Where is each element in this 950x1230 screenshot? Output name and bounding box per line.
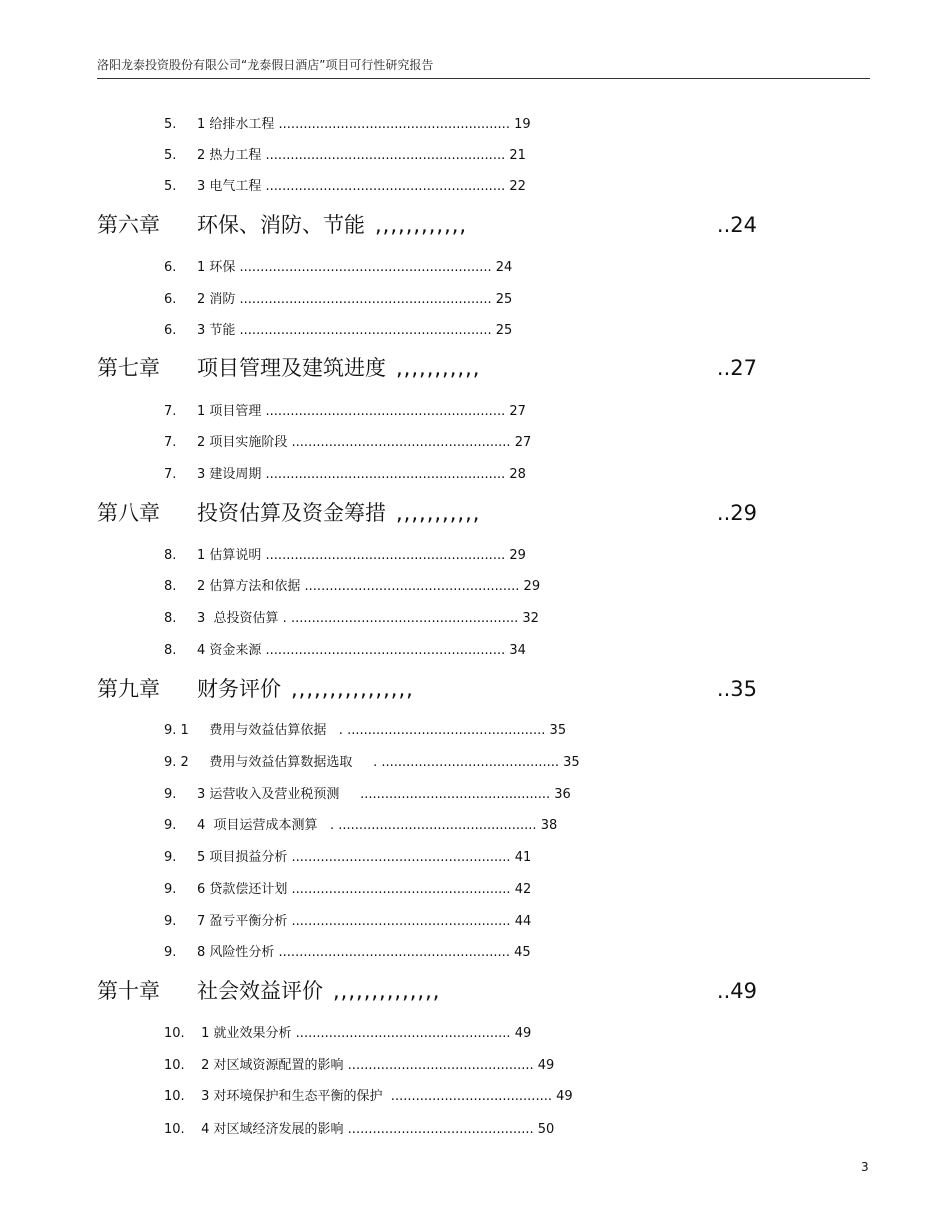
section-title: 1 环保 (197, 260, 236, 275)
section-leader: .......................................................... (261, 467, 506, 482)
section-number: 9. 1 (164, 723, 189, 738)
section-page: 38 (536, 818, 558, 833)
section-title: 6 贷款偿还计划 (197, 882, 288, 897)
section-leader: .......................................................... (261, 548, 506, 563)
section-leader: .......................................................... (261, 148, 506, 163)
chapter-number: 第九章 (97, 677, 160, 701)
section-number: 10. (164, 1026, 185, 1041)
chapter-title: 项目管理及建筑进度 (197, 356, 386, 380)
section-page: 50 (533, 1122, 555, 1137)
chapter-title: 社会效益评价 (197, 979, 323, 1003)
section-number: 5. (164, 148, 177, 163)
section-number: 8. (164, 643, 177, 658)
section-title: 3 节能 (197, 323, 236, 338)
section-leader: . ........................................... (352, 755, 560, 770)
section-leader: .......................................................... (261, 643, 506, 658)
section-number: 8. (164, 548, 177, 563)
toc-section-entry (164, 1088, 573, 1106)
section-number: 10. (164, 1122, 185, 1137)
section-leader: ............................................. (343, 1122, 534, 1137)
toc-chapter-entry (97, 675, 757, 703)
chapter-page: ..35 (716, 677, 757, 701)
section-title: 2 估算方法和依据 (197, 579, 301, 594)
running-header: 洛阳龙泰投资股份有限公司“龙泰假日酒店”项目可行性研究报告 (97, 58, 434, 72)
section-number: 9. (164, 787, 177, 802)
toc-section-entry (164, 403, 526, 421)
section-title: 1 给排水工程 (197, 117, 275, 132)
section-page: 32 (518, 611, 539, 626)
toc-section-entry (164, 944, 531, 962)
section-number: 9. (164, 945, 177, 960)
toc-section-entry (164, 1057, 554, 1075)
section-page: 22 (505, 179, 526, 194)
chapter-number: 第六章 (97, 213, 160, 237)
section-page: 29 (519, 579, 541, 594)
section-page: 25 (491, 323, 513, 338)
section-leader: . ....................................................... (278, 611, 519, 626)
page-number: 3 (861, 1160, 869, 1174)
toc-chapter-entry (97, 211, 757, 239)
section-number: 10. (164, 1058, 185, 1073)
section-leader: .............................................. (339, 787, 551, 802)
section-title: 8 风险性分析 (197, 945, 275, 960)
section-title: 3 对环境保护和生态平衡的保护 (197, 1089, 383, 1104)
section-page: 36 (550, 787, 571, 802)
toc-chapter-entry (97, 977, 757, 1005)
section-page: 45 (509, 945, 531, 960)
section-page: 49 (533, 1058, 555, 1073)
section-leader: .......................................................... (261, 179, 506, 194)
toc-section-entry (164, 178, 526, 196)
toc-section-entry (164, 754, 580, 772)
chapter-page: ..49 (716, 979, 757, 1003)
section-leader: .................................................... (291, 1026, 511, 1041)
section-title: 2 热力工程 (197, 148, 262, 163)
section-title: 1 估算说明 (197, 548, 262, 563)
section-title: 2 消防 (197, 292, 236, 307)
toc-section-entry (164, 322, 512, 340)
section-leader: ........................................................ (274, 117, 510, 132)
section-number: 9. (164, 850, 177, 865)
section-page: 35 (545, 723, 567, 738)
section-leader: . ................................................ (326, 723, 546, 738)
toc-chapter-entry (97, 354, 757, 382)
section-title: 4 项目运营成本测算 (197, 818, 318, 833)
section-title: 3 总投资估算 (197, 611, 279, 626)
section-number: 7. (164, 435, 177, 450)
section-page: 19 (509, 117, 531, 132)
section-title: 2 对区域资源配置的影响 (197, 1058, 344, 1073)
section-number: 8. (164, 579, 177, 594)
section-leader: ..................................................... (287, 882, 511, 897)
toc-section-entry (164, 913, 531, 931)
toc-section-entry (164, 291, 512, 309)
section-title: 2 项目实施阶段 (197, 435, 288, 450)
chapter-leader: ,,,,,,,,,,,,,,,, (291, 677, 414, 701)
toc-section-entry (164, 466, 526, 484)
section-number: 9. (164, 914, 177, 929)
toc-section-entry (164, 817, 557, 835)
toc-section-entry (164, 1121, 554, 1139)
section-title: 4 对区域经济发展的影响 (197, 1122, 344, 1137)
toc-section-entry (164, 578, 540, 596)
chapter-page: ..27 (716, 356, 757, 380)
toc-section-entry (164, 147, 526, 165)
section-page: 35 (559, 755, 580, 770)
section-number: 9. (164, 818, 177, 833)
chapter-page: ..29 (716, 501, 757, 525)
toc-section-entry (164, 434, 531, 452)
section-page: 34 (505, 643, 526, 658)
section-leader: ............................................................. (235, 323, 492, 338)
toc-section-entry (164, 1025, 531, 1043)
section-title: 3 运营收入及营业税预测 (197, 787, 340, 802)
section-leader: .................................................... (300, 579, 520, 594)
chapter-number: 第八章 (97, 501, 160, 525)
chapter-title: 投资估算及资金筹措 (197, 501, 386, 525)
section-leader: .......................................................... (261, 404, 506, 419)
toc-section-entry (164, 786, 571, 804)
section-number: 5. (164, 117, 177, 132)
section-number: 9. (164, 882, 177, 897)
toc-section-entry (164, 547, 526, 565)
section-title: 7 盈亏平衡分析 (197, 914, 288, 929)
chapter-leader: ,,,,,,,,,,, (396, 501, 481, 525)
chapter-leader: ,,,,,,,,,,, (396, 356, 481, 380)
toc-chapter-entry (97, 499, 757, 527)
section-number: 10. (164, 1089, 185, 1104)
section-page: 49 (551, 1089, 573, 1104)
section-title: 费用与效益估算数据选取 (197, 755, 353, 770)
toc-section-entry (164, 116, 531, 134)
section-page: 25 (491, 292, 513, 307)
section-page: 42 (510, 882, 532, 897)
toc-section-entry (164, 642, 526, 660)
section-number: 7. (164, 467, 177, 482)
toc-section-entry (164, 881, 531, 899)
chapter-leader: ,,,,,,,,,,,, (375, 213, 468, 237)
section-leader: ........................................................ (274, 945, 510, 960)
toc-section-entry (164, 722, 566, 740)
section-title: 1 就业效果分析 (197, 1026, 292, 1041)
section-page: 29 (505, 548, 526, 563)
section-page: 49 (510, 1026, 532, 1041)
section-number: 5. (164, 179, 177, 194)
section-page: 21 (505, 148, 526, 163)
toc-section-entry (164, 610, 539, 628)
chapter-title: 环保、消防、节能 (197, 213, 365, 237)
section-title: 1 项目管理 (197, 404, 262, 419)
section-leader: ....................................... (382, 1089, 552, 1104)
section-title: 5 项目损益分析 (197, 850, 288, 865)
chapter-page: ..24 (716, 213, 757, 237)
section-title: 费用与效益估算依据 (197, 723, 327, 738)
chapter-leader: ,,,,,,,,,,,,,, (333, 979, 441, 1003)
chapter-number: 第十章 (97, 979, 160, 1003)
section-page: 41 (510, 850, 532, 865)
section-number: 6. (164, 323, 177, 338)
section-leader: ..................................................... (287, 850, 511, 865)
section-number: 7. (164, 404, 177, 419)
section-leader: ............................................................. (235, 292, 492, 307)
section-number: 6. (164, 260, 177, 275)
chapter-title: 财务评价 (197, 677, 281, 701)
section-page: 24 (491, 260, 513, 275)
section-number: 9. 2 (164, 755, 189, 770)
section-title: 3 建设周期 (197, 467, 262, 482)
section-leader: ............................................................. (235, 260, 492, 275)
section-leader: ..................................................... (287, 435, 511, 450)
section-number: 6. (164, 292, 177, 307)
section-title: 4 资金来源 (197, 643, 262, 658)
section-leader: ..................................................... (287, 914, 511, 929)
section-leader: . ................................................ (317, 818, 537, 833)
toc-section-entry (164, 849, 531, 867)
section-page: 27 (510, 435, 532, 450)
section-page: 27 (505, 404, 526, 419)
section-title: 3 电气工程 (197, 179, 262, 194)
section-number: 8. (164, 611, 177, 626)
section-page: 44 (510, 914, 532, 929)
toc-section-entry (164, 259, 512, 277)
chapter-number: 第七章 (97, 356, 160, 380)
section-leader: ............................................. (343, 1058, 534, 1073)
section-page: 28 (505, 467, 526, 482)
